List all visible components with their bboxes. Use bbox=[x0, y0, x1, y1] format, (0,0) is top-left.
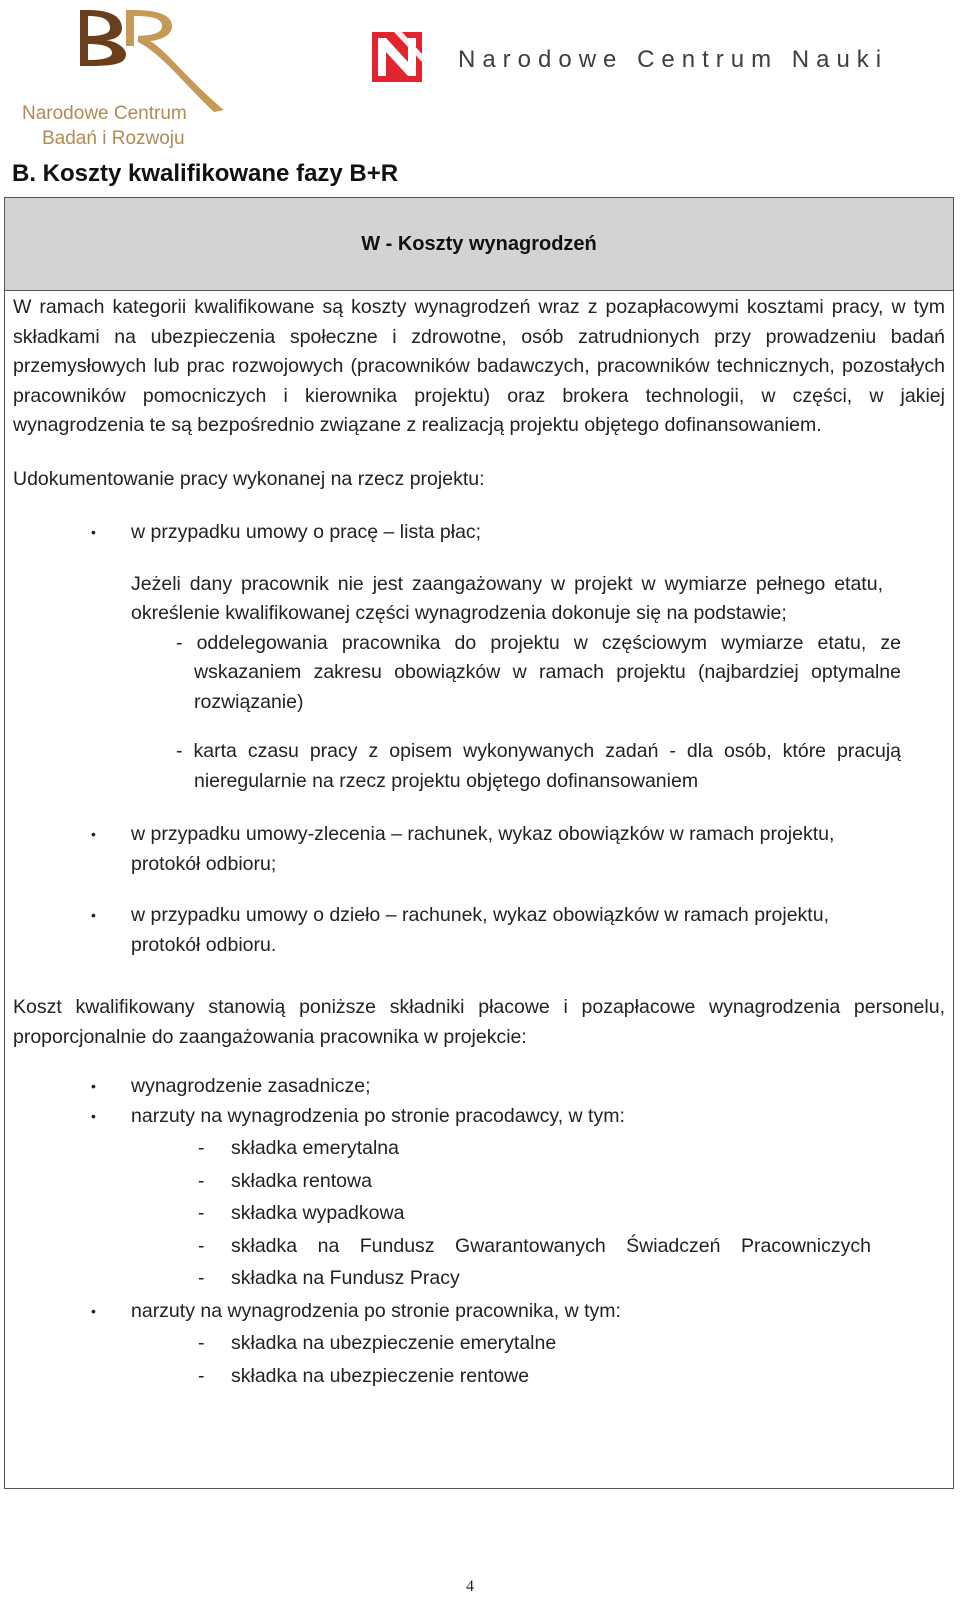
intro-paragraph: W ramach kategorii kwalifikowane są koszty wynagrodzeń wraz z pozapłacowymi kosztami pracy, w tym składkami na ubezpieczenia społeczne i zdrowotne, osób zatrudnionych przy prowadzeniu badań przemysłowych lub prac rozwojowych (pracowników badawczych, pracowników technicznych, pozostałych pracowników pomocniczych i kierownika projektu) oraz brokera technologii, w części, w jakiej wynagrodzenia te są bezpośrednio związane z realizacją projektu objętego dofinansowaniem. bbox=[13, 296, 945, 436]
box-content bbox=[13, 290, 945, 1391]
list-item: - składka emerytalna bbox=[13, 1134, 871, 1164]
list-item-label: narzuty na wynagrodzenia po stronie pracodawcy, w tym: bbox=[131, 1104, 625, 1127]
ncbr-logo-line2: Badań i Rozwoju bbox=[42, 128, 185, 149]
cost-components-heading: Koszt kwalifikowany stanowią poniższe składniki płacowe i pozapłacowe wynagrodzenia personelu, proporcjonalnie do zaangażowania pracownika w projekcie: bbox=[13, 996, 945, 1048]
list-item bbox=[13, 1102, 945, 1132]
ncn-logo-text: Narodowe Centrum Nauki bbox=[458, 46, 889, 73]
ncbr-logo bbox=[8, 0, 228, 149]
documentation-heading: Udokumentowanie pracy wykonanej na rzecz projektu: bbox=[13, 467, 485, 490]
list-item: - składka na Fundusz Pracy bbox=[13, 1264, 871, 1294]
employer-contributions-list bbox=[13, 1134, 945, 1294]
list-item bbox=[13, 1232, 871, 1262]
documentation-list-continued bbox=[13, 820, 945, 960]
ncn-logo bbox=[372, 32, 952, 92]
list-item: • w przypadku umowy-zlecenia – rachunek, wykaz obowiązków w ramach projektu, protokół odbioru; bbox=[13, 820, 883, 879]
box-heading-bar bbox=[5, 198, 953, 291]
documentation-list bbox=[13, 518, 945, 548]
list-item: - składka wypadkowa bbox=[13, 1199, 871, 1229]
list-item: • w przypadku umowy o dzieło – rachunek, wykaz obowiązków w ramach projektu, protokół odbioru. bbox=[13, 901, 883, 960]
ncbr-logo-line1: Narodowe Centrum bbox=[22, 103, 187, 124]
list-item: - składka na ubezpieczenie emerytalne bbox=[13, 1329, 871, 1359]
cost-components-list-continued bbox=[13, 1297, 945, 1327]
list-item: - składka rentowa bbox=[13, 1167, 871, 1197]
partial-option-item: - karta czasu pracy z opisem wykonywanych zadań - dla osób, które pracują nieregularnie na rzecz projektu objętego dofinansowaniem bbox=[176, 740, 901, 792]
list-item: • wynagrodzenie zasadnicze; bbox=[13, 1072, 945, 1102]
partial-employment-note: Jeżeli dany pracownik nie jest zaangażowany w projekt w wymiarze pełnego etatu, określenie kwalifikowanej części wynagrodzenia dokonuje się na podstawie; bbox=[131, 572, 883, 624]
page-number: 4 bbox=[466, 1578, 474, 1595]
list-item: - składka na ubezpieczenie rentowe bbox=[13, 1362, 871, 1392]
list-item-label: - składka na Fundusz Gwarantowanych Świadczeń Pracowniczych bbox=[231, 1234, 871, 1257]
employee-contributions-list bbox=[13, 1329, 945, 1391]
partial-option-item: - oddelegowania pracownika do projektu w częściowym wymiarze etatu, ze wskazaniem zakresu obowiązków w ramach projektu (najbardziej optymalne rozwiązanie) bbox=[176, 631, 901, 713]
list-item: • w przypadku umowy o pracę – lista płac; bbox=[13, 518, 883, 548]
section-title: B. Koszty kwalifikowane fazy B+R bbox=[12, 160, 399, 187]
box-heading: W - Koszty wynagrodzeń bbox=[361, 232, 597, 255]
cost-components-list bbox=[13, 1072, 945, 1131]
list-item: • narzuty na wynagrodzenia po stronie pracownika, w tym: bbox=[13, 1297, 945, 1327]
ncn-n-icon bbox=[372, 32, 422, 82]
cost-category-box bbox=[4, 197, 954, 1489]
